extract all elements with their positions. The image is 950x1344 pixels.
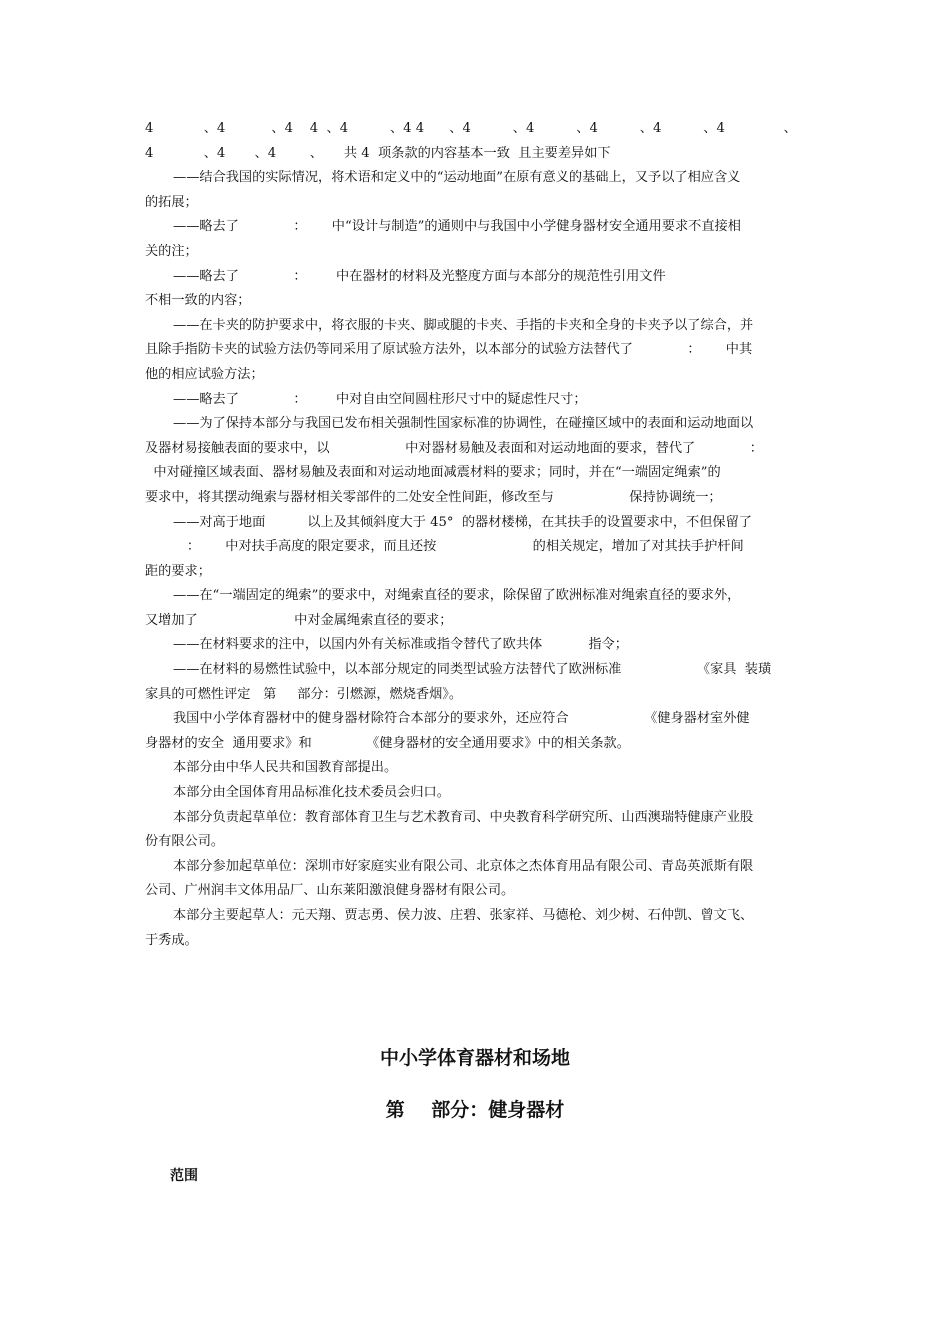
body-line: 及器材易接触表面的要求中，以 中对器材易触及表面和对运动地面的要求，替代了 ： xyxy=(145,440,763,456)
body-line: 4 、4 、4 、 共 4 项条款的内容基本一致 且主要差异如下 xyxy=(145,145,611,161)
body-line: 他的相应试验方法； xyxy=(145,366,264,382)
document-subtitle: 第 部分：健身器材 xyxy=(385,1099,565,1121)
body-line: ——在“一端固定的绳索”的要求中，对绳索直径的要求，除保留了欧洲标准对绳索直径的要求外， xyxy=(173,588,741,604)
body-line: ——略去了 ： 中“设计与制造”的通则中与我国中小学健身器材安全通用要求不直接相 xyxy=(173,219,741,235)
body-line: 本部分由全国体育用品标准化技术委员会归口。 xyxy=(173,785,450,801)
body-line: 要求中，将其摆动绳索与器材相关零部件的二处安全性间距，修改至与 保持协调统一； xyxy=(145,489,722,505)
body-line: 公司、广州润丰文体用品厂、山东莱阳激浪健身器材有限公司。 xyxy=(145,883,515,899)
body-line: 本部分主要起草人：元天翔、贾志勇、侯力波、庄碧、张家祥、马德枪、刘少树、石仲凯、曾文飞、 xyxy=(173,908,754,923)
body-line: 不相一致的内容； xyxy=(145,293,251,309)
body-line: ——在卡夹的防护要求中，将衣服的卡夹、脚或腿的卡夹、手指的卡夹和全身的卡夹予以了综合，并 xyxy=(173,317,754,333)
body-line: 本部分参加起草单位：深圳市好家庭实业有限公司、北京体之杰体育用品有限公司、青岛英派斯有限 xyxy=(173,858,754,874)
body-line: 的拓展； xyxy=(145,194,198,210)
body-line: ——在材料要求的注中，以国内外有关标准或指令替代了欧共体 指令； xyxy=(173,637,628,653)
body-line: 份有限公司。 xyxy=(145,834,225,850)
body-line: 关的注； xyxy=(145,243,198,259)
body-line: ： 中对扶手高度的限定要求，而且还按 的相关规定，增加了对其扶手护杆间 xyxy=(145,539,744,555)
body-line: 身器材的安全 通用要求》和 《健身器材的安全通用要求》中的相关条款。 xyxy=(145,735,630,751)
body-line: ——略去了 ： 中对自由空间圆柱形尺寸中的疑虑性尺寸； xyxy=(173,391,587,407)
body-line: 距的要求； xyxy=(145,563,211,579)
section-heading: 范围 xyxy=(170,1168,198,1184)
foreword-body xyxy=(145,117,810,953)
body-line: 4 、4 、4 4 、4 、4 4 、4 、4 、4 、4 、4 、 xyxy=(145,121,797,136)
body-line: 于秀成。 xyxy=(145,932,198,948)
body-line: 家具的可燃性评定 第 部分：引燃源，燃烧香烟》。 xyxy=(145,686,463,702)
body-line: 本部分由中华人民共和国教育部提出。 xyxy=(173,760,398,776)
body-line: ——为了保持本部分与我国已发布相关强制性国家标准的协调性，在碰撞区域中的表面和运动地面以 xyxy=(173,416,754,432)
document-title: 中小学体育器材和场地 xyxy=(379,1047,570,1069)
body-line: ——对高于地面 以上及其倾斜度大于 45° 的器材楼梯，在其扶手的设置要求中，不但保留了 xyxy=(173,514,752,530)
body-line: 我国中小学体育器材中的健身器材除符合本部分的要求外，还应符合 《健身器材室外健 xyxy=(173,711,750,727)
body-line: 中对碰撞区域表面、器材易触及表面和对运动地面减震材料的要求；同时，并在“一端固定绳索”的 xyxy=(145,465,721,481)
body-line: ——在材料的易燃性试验中，以本部分规定的同类型试验方法替代了欧洲标准 《家具 装璜 xyxy=(173,662,772,678)
body-line: ——结合我国的实际情况，将术语和定义中的“运动地面”在原有意义的基础上，又予以了相应含义 xyxy=(173,170,741,186)
body-line: 本部分负责起草单位：教育部体育卫生与艺术教育司、中央教育科学研究所、山西澳瑞特健康产业股 xyxy=(173,809,754,825)
body-line: 又增加了 中对金属绳索直径的要求； xyxy=(145,612,453,628)
body-line: ——略去了 ： 中在器材的材料及光整度方面与本部分的规范性引用文件 xyxy=(173,268,666,284)
body-line: 且除手指防卡夹的试验方法仍等同采用了原试验方法外，以本部分的试验方法替代了 ： 中其 xyxy=(145,342,753,358)
